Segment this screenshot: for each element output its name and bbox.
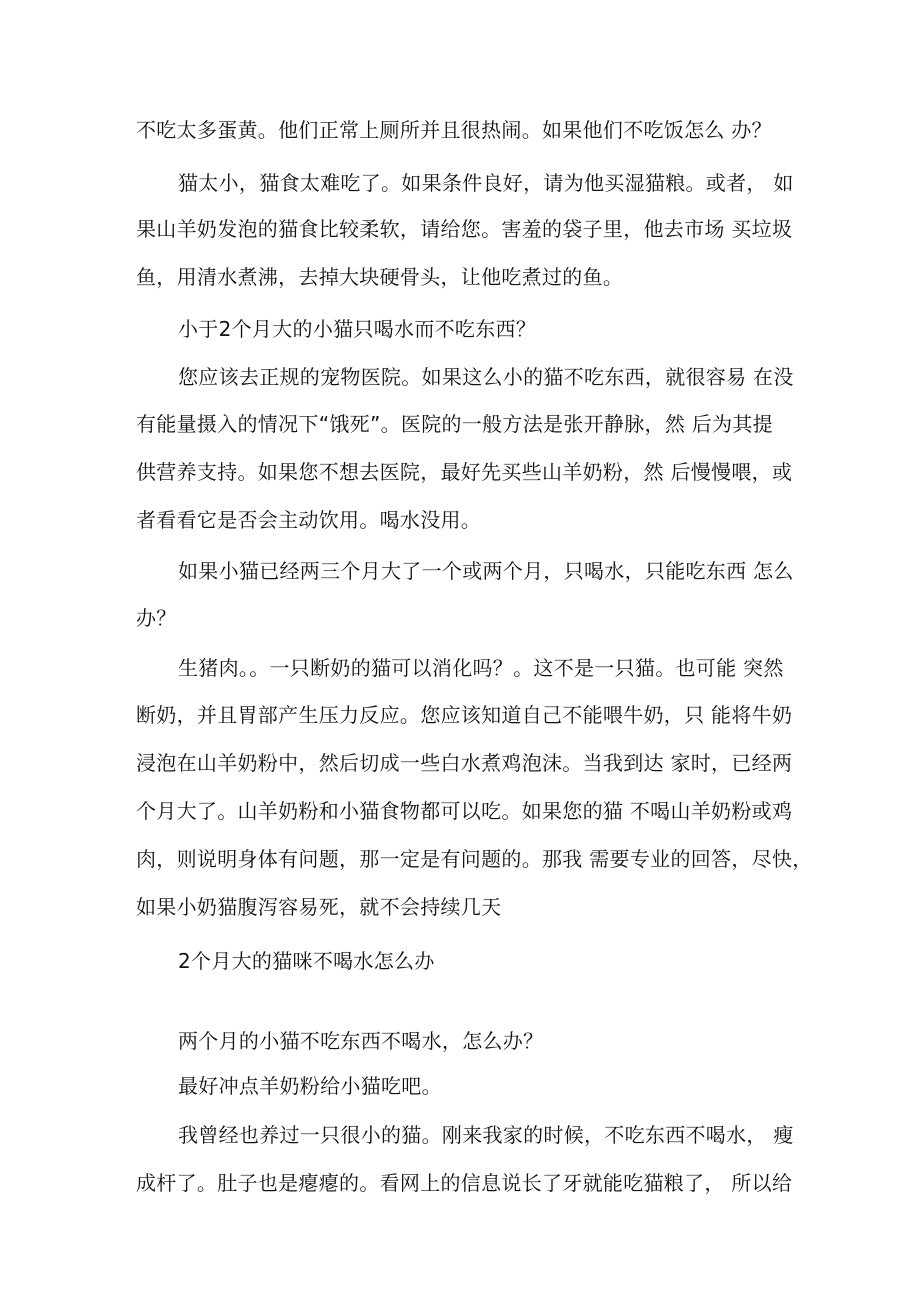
text-line-12: 生猪肉。。一只断奶的猫可以消化吗？。这不是一只猫。也可能 突然 bbox=[178, 656, 784, 680]
section-heading-2: 2个月大的猫咪不喝水怎么办 bbox=[178, 949, 435, 973]
text-line-19: 两个月的小猫不吃东西不喝水，怎么办？ bbox=[178, 1029, 544, 1053]
text-line-21: 我曾经也养过一只很小的猫。刚来我家的时候，不吃东西不喝水， 瘦 bbox=[178, 1123, 794, 1147]
text-line-7: 有能量摄入的情况下“饿死”。医院的一般方法是张开静脉，然 后为其提 bbox=[136, 412, 773, 436]
text-line-11: 办？ bbox=[136, 606, 177, 630]
text-line-20: 最好冲点羊奶粉给小猫吃吧。 bbox=[178, 1074, 442, 1098]
text-line-22: 成杆了。肚子也是瘪瘪的。看网上的信息说长了牙就能吃猫粮了， 所以给 bbox=[136, 1171, 793, 1195]
text-line-14: 浸泡在山羊奶粉中，然后切成一些白水煮鸡泡沫。当我到达 家时，已经两 bbox=[136, 751, 793, 775]
text-line-9: 者看看它是否会主动饮用。喝水没用。 bbox=[136, 508, 482, 532]
text-line-6: 您应该去正规的宠物医院。如果这么小的猫不吃东西，就很容易 在没 bbox=[178, 365, 794, 389]
text-line-3: 果山羊奶发泡的猫食比较柔软，请给您。害羞的袋子里，他去市场 买垃圾 bbox=[136, 217, 793, 241]
text-line-8: 供营养支持。如果您不想去医院，最好先买些山羊奶粉，然 后慢慢喂，或 bbox=[136, 460, 793, 484]
text-line-4: 鱼，用清水煮沸，去掉大块硬骨头，让他吃煮过的鱼。 bbox=[136, 265, 624, 289]
text-line-17: 如果小奶猫腹泻容易死，就不会持续几天 bbox=[136, 895, 502, 919]
text-line-16: 肉，则说明身体有问题，那一定是有问题的。那我 需要专业的回答，尽快， bbox=[136, 847, 813, 871]
text-line-2: 猫太小，猫食太难吃了。如果条件良好，请为他买湿猫粮。或者， 如 bbox=[178, 171, 794, 195]
text-line-10: 如果小猫已经两三个月大了一个或两个月，只喝水，只能吃东西 怎么 bbox=[178, 559, 794, 583]
text-line-15: 个月大了。山羊奶粉和小猫食物都可以吃。如果您的猫 不喝山羊奶粉或鸡 bbox=[136, 799, 793, 823]
text-line-1: 不吃太多蛋黄。他们正常上厕所并且很热闹。如果他们不吃饭怎么 办？ bbox=[136, 118, 772, 142]
text-line-13: 断奶，并且胃部产生压力反应。您应该知道自己不能喂牛奶，只 能将牛奶 bbox=[136, 703, 793, 727]
section-heading-1: 小于2个月大的小猫只喝水而不吃东西？ bbox=[178, 317, 537, 341]
